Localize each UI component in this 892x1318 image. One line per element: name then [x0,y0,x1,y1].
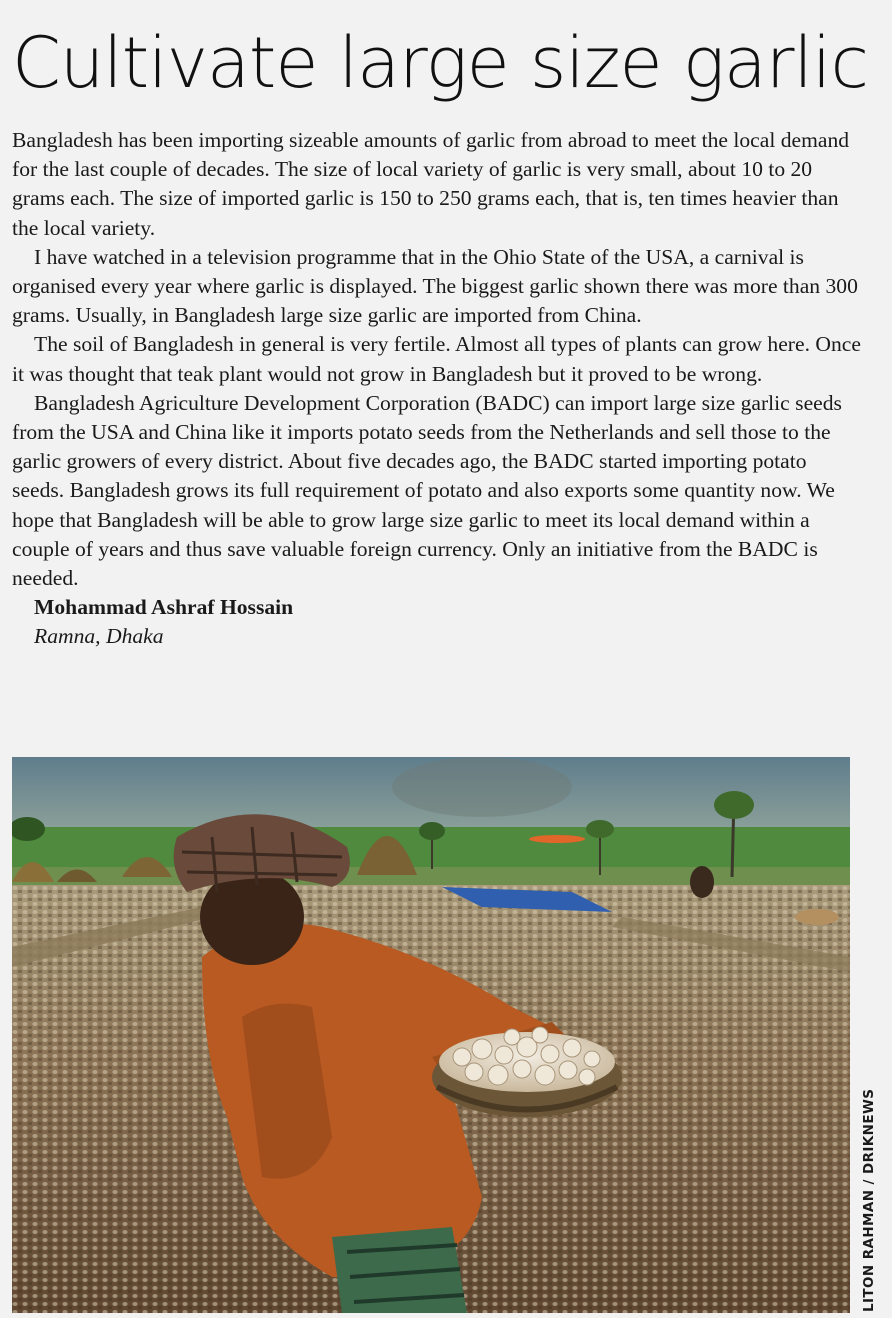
article-paragraph: Bangladesh has been importing sizeable amounts of garlic from abroad to meet the local demand for the last couple of decades. The size of local variety of garlic is very small, about 10 to 20 grams each. The size of imported garlic is 150 to 250 grams each, that is, ten times heavier than the local variety. [12,128,850,240]
article-body [12,126,864,652]
article-paragraph: I have watched in a television programme that in the Ohio State of the USA, a carnival is organised every year where garlic is displayed. The biggest garlic shown there was more than 300 grams. Usually, in Bangladesh large size garlic are imported from China. [12,244,858,328]
article-headline: Cultivate large size garlic [12,22,868,104]
article-paragraph: Bangladesh Agriculture Development Corporation (BADC) can import large size garlic seeds from the USA and China like it imports potato seeds from the Netherlands and sell those to the garlic growers of every district. About five decades ago, the BADC started importing potato seeds. Bangladesh grows its full requirement of potato and also exports some quantity now. We hope that Bangladesh will be able to grow large size garlic to meet its local demand within a couple of years and thus save valuable foreign currency. Only an initiative from the BADC is needed. [12,390,842,591]
photo-credit: LITON RAHMAN / DRIKNEWS [861,1088,877,1312]
article-paragraph: The soil of Bangladesh in general is very fertile. Almost all types of plants can grow here. Once it was thought that teak plant would not grow in Bangladesh but it proved to be wrong. [12,332,861,386]
author-name: Mohammad Ashraf Hossain [34,595,294,620]
garlic-drying-photo [12,757,850,1313]
author-location: Ramna, Dhaka [34,624,164,649]
